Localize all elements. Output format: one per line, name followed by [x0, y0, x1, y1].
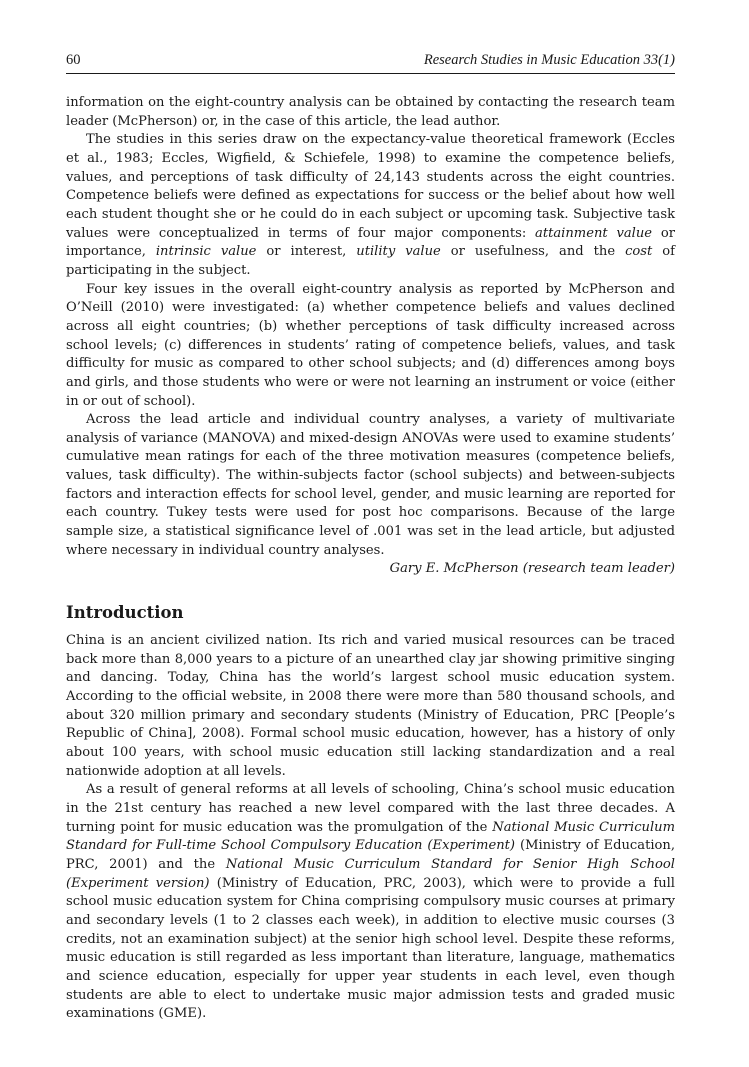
- intro-paragraph-1: information on the eight-country analysis can be obtained by contacting the research team leader (McPherson) or, in the case of this article, the lead author.: [66, 95, 675, 129]
- intro-paragraph-2: The studies in this series draw on the expectancy-value theoretical framework (Eccles et al., 1983; Eccles, Wigfield, & Schiefele, 1998) to examine the competence beliefs, values, and perceptions of task difficulty of 24,143 students across the eight countries. Competence beliefs were defined as expectations for success or the belief about how well each student thought she or he could do in each subject or upcoming task. Subjective task values were conceptualized in terms of four major components: attainment value or importance, intrinsic value or interest, utility value or usefulness, and the cost of participating in the subject.: [66, 132, 675, 278]
- section-paragraph-1: China is an ancient civilized nation. Its rich and varied musical resources can be traced back more than 8,000 years to a picture of an unearthed clay jar showing primitive singing and dancing. Today, China has the world’s largest school music education system. According to the official website, in 2008 there were more than 580 thousand schools, and about 320 million primary and secondary students (Ministry of Education, PRC [People’s Republic of China], 2008). Formal school music education, however, has a history of only about 100 years, with school music education still lacking standardization and a real nationwide adoption at all levels.: [66, 633, 675, 779]
- journal-title: Research Studies in Music Education 33(1): [423, 52, 675, 68]
- page-number: 60: [66, 52, 81, 68]
- signature: Gary E. McPherson (research team leader): [389, 561, 675, 577]
- article-body: [66, 94, 675, 1024]
- intro-paragraph-3: Four key issues in the overall eight-country analysis as reported by McPherson and O’Neill (2010) were investigated: (a) whether competence beliefs and values declined across all eight countries; (b) whether perceptions of task difficulty increased across school levels; (c) differences in students’ rating of competence beliefs, values, and task difficulty for music as compared to other school subjects; and (d) differences among boys and girls, and those students who were or were not learning an instrument or voice (either in or out of school).: [66, 281, 675, 409]
- section-paragraph-2: As a result of general reforms at all levels of schooling, China’s school music education in the 21st century has reached a new level compared with the last three decades. A turning point for music education was the promulgation of the National Music Curriculum Standard for Full-time School Compulsory Education (Experiment) (Ministry of Education, PRC, 2001) and the National Music Curriculum Standard for Senior High School (Experiment version) (Ministry of Education, PRC, 2003), which were to provide a full school music education system for China comprising compulsory music courses at primary and secondary levels (1 to 2 classes each week), in addition to elective music courses (3 credits, not an examination subject) at the senior high school level. Despite these reforms, music education is still regarded as less important than literature, language, mathematics and science education, especially for upper year students in each level, even though students are able to elect to undertake music major admission tests and graded music examinations (GME).: [66, 782, 675, 1022]
- intro-paragraph-4: Across the lead article and individual country analyses, a variety of multivariate analysis of variance (MANOVA) and mixed-design ANOVAs were used to examine students’ cumulative mean ratings for each of the three motivation measures (competence beliefs, values, task difficulty). The within-subjects factor (school subjects) and between-subjects factors and interaction effects for school level, gender, and music learning are reported for each country. Tukey tests were used for post hoc comparisons. Because of the large sample size, a statistical significance level of .001 was set in the lead article, but adjusted where necessary in individual country analyses.: [66, 412, 675, 558]
- section-heading: Introduction: [66, 603, 184, 623]
- running-header: [66, 52, 675, 70]
- header-rule: [66, 73, 675, 74]
